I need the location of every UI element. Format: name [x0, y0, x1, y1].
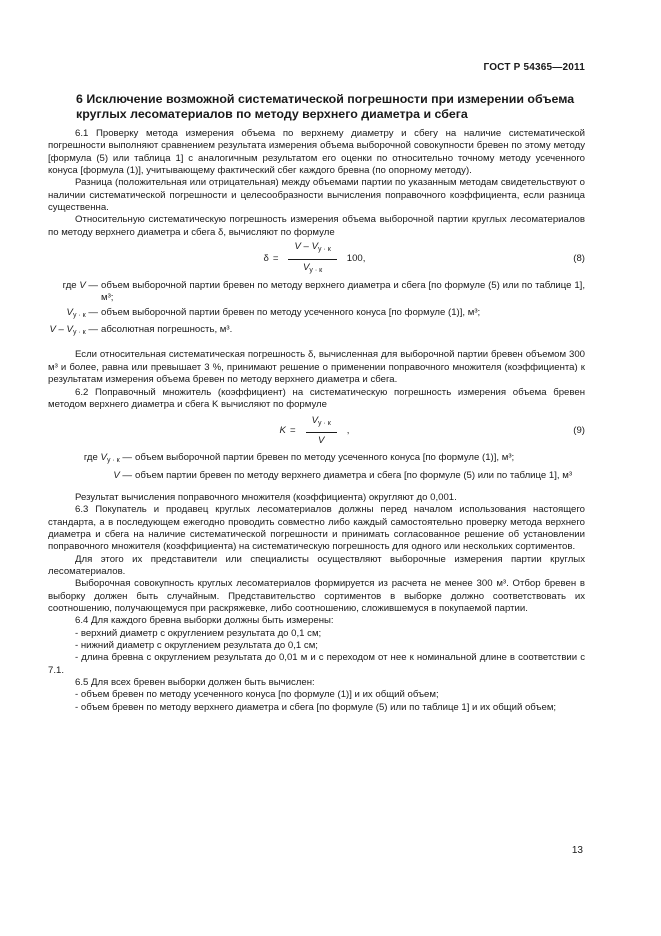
where-word: где: [62, 280, 77, 292]
paragraph-rounding: Результат вычисления поправочного множителя (коэффициента) округляют до 0,001.: [75, 491, 457, 503]
formula-9-definitions: [48, 452, 585, 482]
definition-text: объем выборочной партии бревен по методу усеченного конуса [по формуле (1)], м³;: [135, 452, 515, 464]
formula-9-lhs: K: [279, 425, 286, 437]
definition-item: [48, 452, 585, 467]
definition-item: [48, 470, 585, 482]
paragraph-6-4: 6.4 Для каждого бревна выборки должны быть измерены:: [75, 615, 334, 627]
section-title: 6 Исключение возможной систематической погрешности при измерении объема круглых лесоматериалов по методу верхнего диаметра и сбега: [76, 92, 575, 121]
definition-text: абсолютная погрешность, м³.: [101, 324, 233, 336]
definition-term: [48, 280, 101, 305]
subscript-yk: у · к: [72, 329, 86, 337]
term-v: V: [66, 306, 73, 318]
formula-8-factor: 100,: [346, 252, 366, 264]
var-vyk: V: [311, 414, 318, 426]
formula-8-denominator: [303, 260, 322, 277]
formula-9-equals: =: [289, 425, 296, 437]
dash: —: [88, 306, 98, 318]
paragraph-6-5: 6.5 Для всех бревен выборки должен быть вычислен:: [75, 677, 315, 689]
definition-text: объем выборочной партии бревен по методу верхнего диаметра и сбега [по формуле (5) или по таблице 1], м³;: [101, 280, 585, 304]
paragraph-decision: Если относительная систематическая погрешность δ, вычисленная для выборочной партии бревен объемом 300 м³ и более, равна или превышает 3 %, принимают решение о применении поправочного множителя (коэффициента) к результатам измерения объема бревен по методу верхнего диаметра и сбега.: [48, 349, 585, 386]
paragraph-sampling: Для этого их представители или специалисты осуществляют выборочные измерения партии круглых лесоматериалов.: [48, 553, 585, 577]
list-item: - объем бревен по методу усеченного конуса [по формуле (1)] и их общий объем;: [75, 689, 439, 701]
section-body: [48, 128, 585, 714]
dash: —: [122, 452, 132, 464]
minus-sign: –: [300, 241, 312, 253]
var-v: V: [294, 241, 301, 253]
subscript-yk: у · к: [317, 246, 331, 254]
definition-term: [48, 452, 135, 467]
term-v: V: [100, 452, 107, 464]
term-v: V —: [113, 469, 132, 481]
formula-9-number: (9): [573, 425, 585, 437]
formula-8-number: (8): [573, 253, 585, 265]
paragraph-sample-set: Выборочная совокупность круглых лесоматериалов формируется из расчета не менее 300 м³. Отбор бревен в выборку должен быть случайным. Представительство сортиментов в выборке должно соответствовать их соотношению, получающемуся при раскряжевке, либо соотношению, сложившемуся в покупаемой партии.: [48, 578, 585, 614]
formula-9-fraction: [306, 415, 337, 448]
subscript-yk: у · к: [106, 457, 120, 465]
definition-text: объем выборочной партии бревен по методу усеченного конуса [по формуле (1)], м³;: [101, 306, 481, 318]
paragraph-6-3: 6.3 Покупатель и продавец круглых лесоматериалов должны перед началом использования настоящего стандарта, а в последующем ежегодно проводить совместно либо каждый самостоятельно проверку метода верхнего диаметра и сбега на наличие систематической погрешности и принимать согласованное решение об установлении поправочного множителя (коэффициента) на систематическую погрешность для одного или нескольких сортиментов.: [48, 504, 585, 553]
where-word: где: [83, 452, 98, 464]
definition-term: [48, 470, 135, 482]
paragraph-6-2: 6.2 Поправочный множитель (коэффициент) на систематическую погрешность измерения объема бревен методом верхнего диаметра и сбега K вычисляют по формуле: [48, 386, 585, 410]
dash: —: [88, 324, 98, 336]
definition-text: объем партии бревен по методу верхнего диаметра и сбега [по формуле (5) или по таблице 1], м³: [135, 469, 573, 481]
var-v: V: [317, 435, 325, 447]
term-v: V —: [79, 280, 98, 292]
formula-8: [48, 242, 585, 276]
list-item: - нижний диаметр с округлением результата до 0,1 см;: [75, 640, 318, 651]
definition-term: [48, 324, 101, 339]
formula-8-lhs: δ: [263, 252, 269, 264]
formula-9-numerator: [306, 415, 337, 433]
var-vyk: V: [303, 261, 310, 273]
var-vyk: V: [311, 241, 318, 253]
list-item: - верхний диаметр с округлением результата до 0,1 см;: [75, 627, 322, 639]
paragraph-6-1: 6.1 Проверку метода измерения объема по верхнему диаметру и сбегу на наличие систематической погрешности выполняют сравнением результата измерения объема выборочной совокупности бревен по этому методу [формула (5) или таблица 1] с аналогичным результатом его оценки по относительно точному методу усеченного конуса [формула (1)], учитывающему фактический сбег каждого бревна (по опорному методу).: [48, 128, 585, 177]
term-v: V – V: [49, 324, 73, 336]
definition-item: [48, 324, 585, 339]
formula-9: [48, 414, 585, 448]
list-item: - объем бревен по методу верхнего диаметра и сбега [по формуле (5) или по таблице 1] и их общий объем;: [75, 701, 557, 713]
formula-9-comma: ,: [346, 425, 350, 437]
list-item: - длина бревна с округлением результата до 0,01 м и с переходом от нее к номинальной длине в соответствии с 7.1.: [48, 652, 585, 676]
subscript-yk: у · к: [72, 311, 86, 319]
page-number: 13: [571, 845, 583, 856]
formula-8-numerator: [288, 241, 336, 259]
formula-8-definitions: [48, 280, 585, 339]
document-code: ГОСТ Р 54365—2011: [483, 62, 585, 73]
subscript-yk: у · к: [309, 266, 323, 274]
formula-8-equals: =: [272, 252, 279, 264]
paragraph-relative-error: Относительную систематическую погрешность измерения объема выборочной партии круглых лесоматериалов по методу верхнего диаметра и сбега δ, вычисляют по формуле: [48, 214, 585, 238]
definition-item: [48, 307, 585, 322]
formula-9-denominator: [318, 433, 324, 447]
subscript-yk: у · к: [317, 419, 331, 427]
formula-8-fraction: [288, 241, 336, 277]
definition-term: [48, 307, 101, 322]
definition-item: [48, 280, 585, 305]
paragraph-difference: Разница (положительная или отрицательная) между объемами партии по указанным методам свидетельствуют о наличии систематической погрешности и целесообразности вычисления поправочного коэффициента, если разница существенна.: [48, 177, 585, 214]
